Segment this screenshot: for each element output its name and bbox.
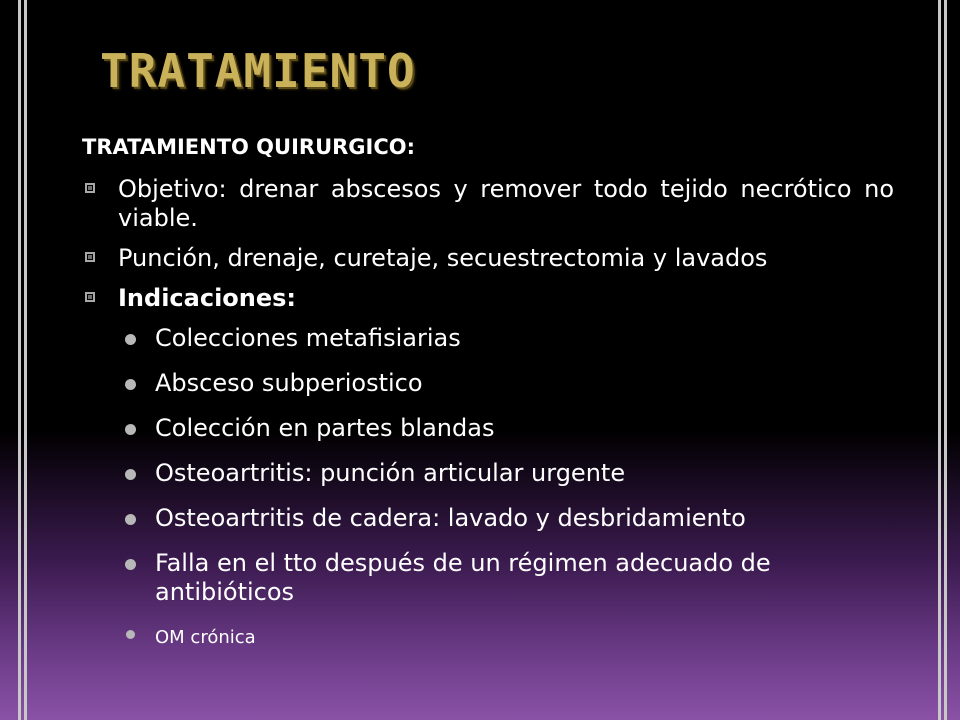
square-bullet-icon bbox=[85, 183, 95, 193]
frame-line-right bbox=[944, 0, 947, 720]
indication-item bbox=[82, 369, 894, 398]
round-bullet-icon bbox=[125, 424, 136, 435]
bullet-indications bbox=[82, 284, 894, 313]
round-bullet-icon bbox=[125, 334, 136, 345]
indication-text: Osteoartritis: punción articular urgente bbox=[155, 459, 626, 487]
indication-item bbox=[82, 504, 894, 533]
frame-line-left bbox=[18, 0, 21, 720]
indication-text: Colecciones metafisiarias bbox=[155, 324, 461, 352]
indication-item bbox=[82, 459, 894, 488]
bullet-text: Punción, drenaje, curetaje, secuestrectomia y lavados bbox=[118, 244, 768, 272]
indication-item bbox=[82, 324, 894, 353]
round-bullet-icon bbox=[125, 469, 136, 480]
slide-content bbox=[82, 135, 894, 668]
indication-item bbox=[82, 623, 894, 652]
square-bullet-icon bbox=[85, 252, 95, 262]
indication-item bbox=[82, 414, 894, 443]
indication-item bbox=[82, 549, 894, 607]
round-bullet-icon bbox=[126, 630, 135, 639]
round-bullet-icon bbox=[125, 559, 136, 570]
bullet-objective bbox=[82, 175, 894, 233]
indication-text: Absceso subperiostico bbox=[155, 369, 423, 397]
indication-text: Colección en partes blandas bbox=[155, 414, 495, 442]
indication-text: Osteoartritis de cadera: lavado y desbridamiento bbox=[155, 504, 746, 532]
bullet-text: Indicaciones: bbox=[118, 284, 297, 312]
indication-text: Falla en el tto después de un régimen adecuado de antibióticos bbox=[155, 549, 771, 606]
slide-title: TRATAMIENTO bbox=[100, 44, 416, 98]
indication-text: OM crónica bbox=[155, 627, 256, 648]
frame-line-right-inner bbox=[938, 0, 941, 720]
bullet-procedures bbox=[82, 244, 894, 273]
frame-line-left-inner bbox=[24, 0, 27, 720]
round-bullet-icon bbox=[125, 379, 136, 390]
round-bullet-icon bbox=[125, 514, 136, 525]
section-heading: TRATAMIENTO QUIRURGICO: bbox=[82, 135, 416, 159]
bullet-text: Objetivo: drenar abscesos y remover todo tejido necrótico no viable. bbox=[118, 175, 894, 232]
square-bullet-icon bbox=[85, 292, 95, 302]
